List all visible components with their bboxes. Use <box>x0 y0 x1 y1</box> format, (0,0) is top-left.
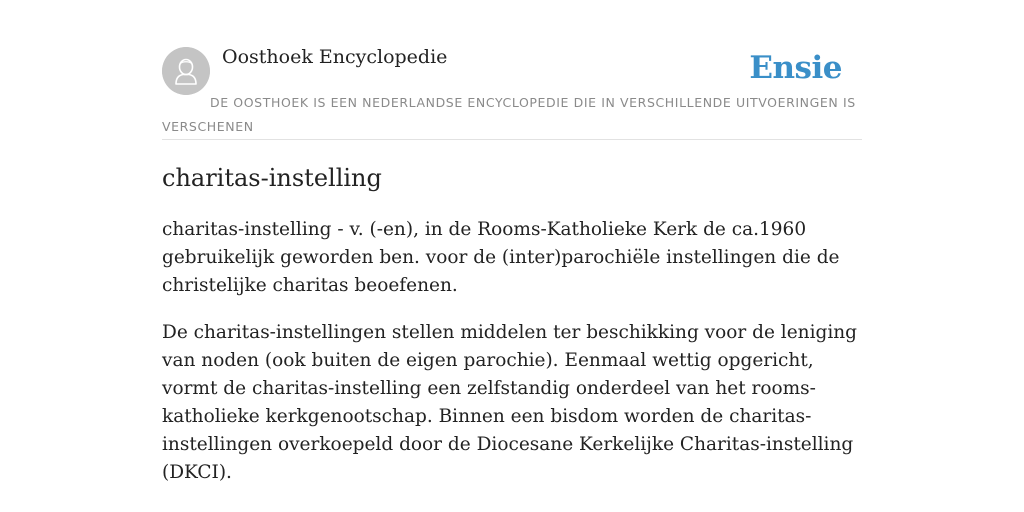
user-avatar-icon[interactable] <box>162 47 210 95</box>
article-title: charitas-instelling <box>162 164 382 192</box>
article-paragraph: charitas-instelling - v. (-en), in de Rooms-Katholieke Kerk de ca.1960 gebruikelijk geworden ben. voor de (inter)parochiële instellingen die de christelijke charitas beoefenen. <box>162 219 840 296</box>
article-paragraph: De charitas-instellingen stellen middelen ter beschikking voor de leniging van noden (ook buiten de eigen parochie). Eenmaal wettig opgericht, vormt de charitas-instelling een zelfstandig onderdeel van het rooms-katholieke kerkgenootschap. Binnen een bisdom worden de charitas-instellingen overkoepeld door de Diocesane Kerkelijke Charitas-instelling (DKCI). <box>162 322 857 483</box>
source-description: DE OOSTHOEK IS EEN NEDERLANDSE ENCYCLOPEDIE DIE IN VERSCHILLENDE UITVOERINGEN IS VERSCHENEN <box>162 95 856 134</box>
source-header <box>162 40 862 140</box>
ensie-logo[interactable]: Ensie <box>749 50 842 86</box>
article <box>162 160 864 487</box>
source-name-link[interactable]: Oosthoek Encyclopedie <box>222 46 448 68</box>
